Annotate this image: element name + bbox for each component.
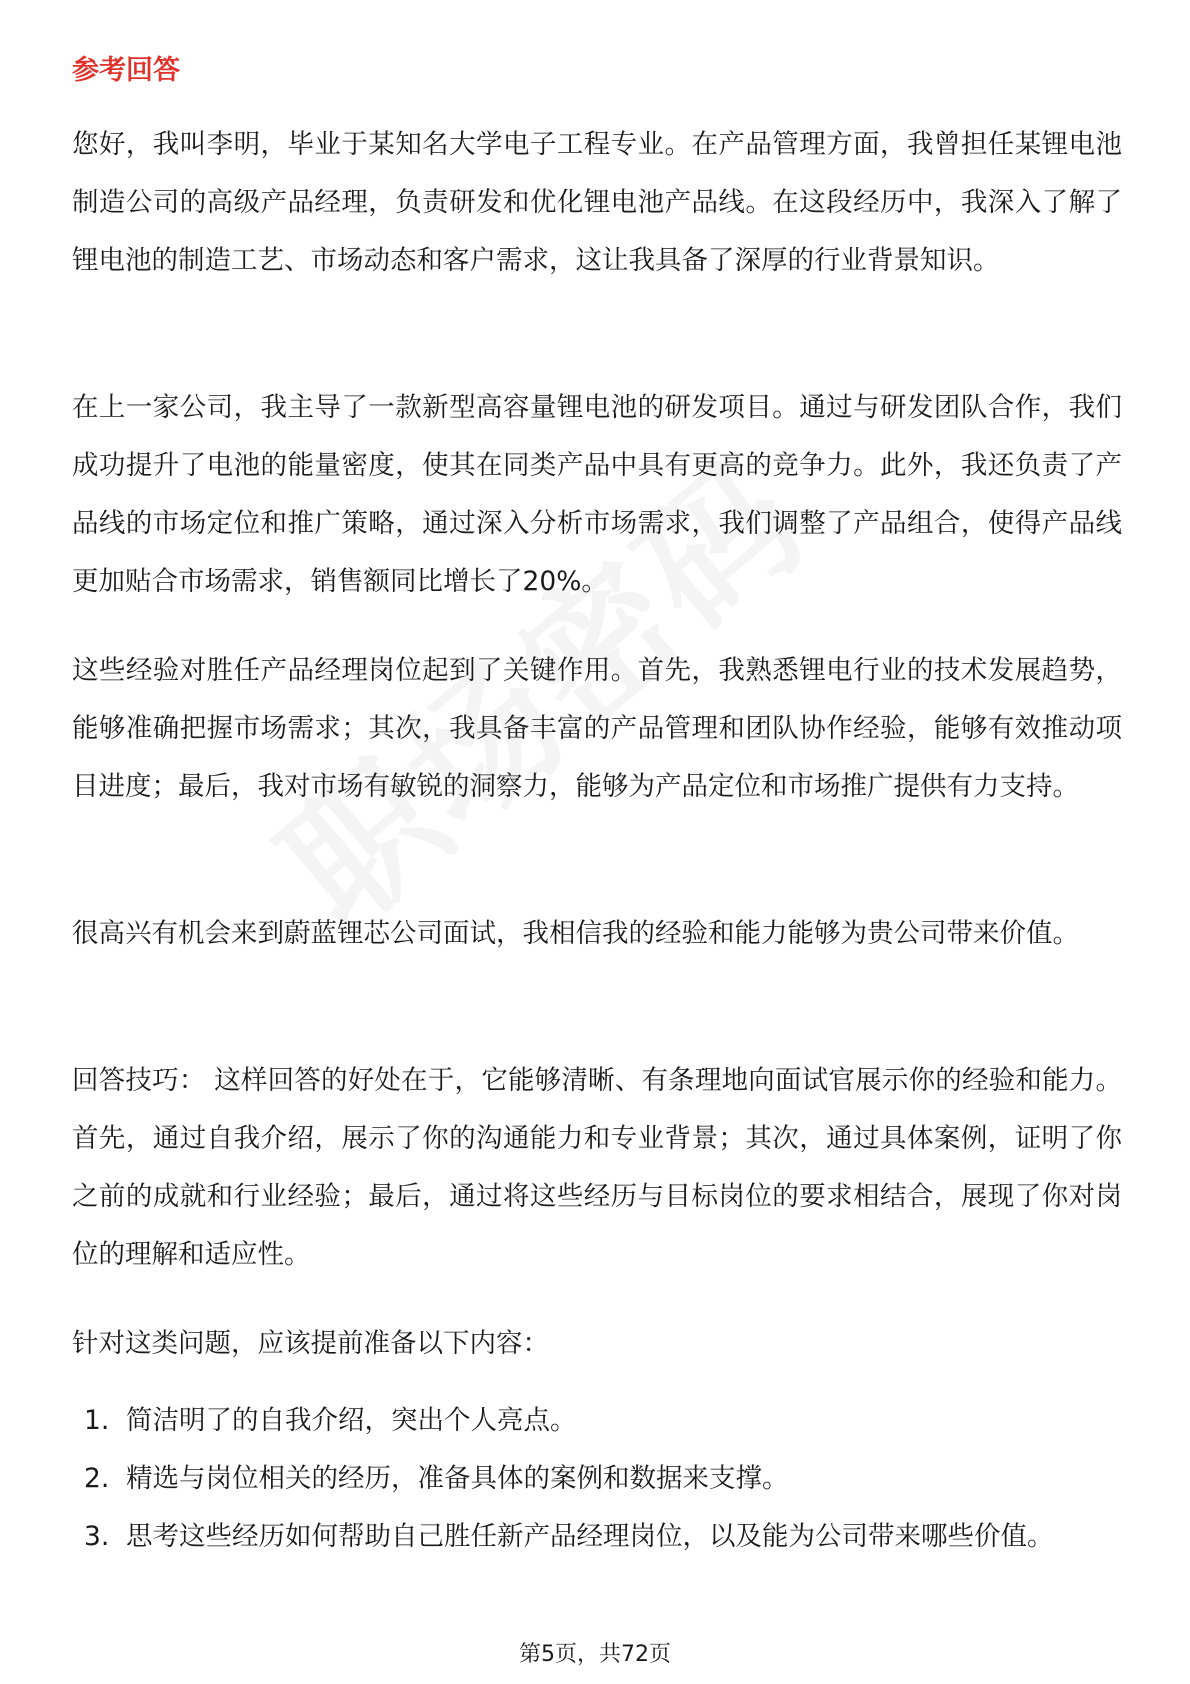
list-item <box>72 1392 1122 1450</box>
prep-list <box>72 1392 1122 1566</box>
paragraph-closing: 很高兴有机会来到蔚蓝锂芯公司面试，我相信我的经验和能力能够为贵公司带来价值。 <box>72 918 1079 949</box>
list-number: 2. <box>84 1463 110 1494</box>
list-text: 简洁明了的自我介绍，突出个人亮点。 <box>126 1405 577 1436</box>
list-number: 3. <box>84 1521 110 1552</box>
page-footer: 第5页，共72页 <box>519 1642 671 1667</box>
list-number: 1. <box>84 1405 110 1436</box>
paragraph-intro: 您好，我叫李明，毕业于某知名大学电子工程专业。在产品管理方面，我曾担任某锂电池制造公司的高级产品经理，负责研发和优化锂电池产品线。在这段经历中，我深入了解了锂电池的制造工艺、市场动态和客户需求，这让我具备了深厚的行业背景知识。 <box>72 129 1122 276</box>
paragraph-prep-intro: 针对这类问题，应该提前准备以下内容： <box>72 1328 549 1359</box>
list-text: 思考这些经历如何帮助自己胜任新产品经理岗位，以及能为公司带来哪些价值。 <box>126 1521 1054 1552</box>
list-item <box>72 1508 1122 1566</box>
list-item <box>72 1450 1122 1508</box>
paragraph-experience: 这些经验对胜任产品经理岗位起到了关键作用。首先，我熟悉锂电行业的技术发展趋势，能够准确把握市场需求；其次，我具备丰富的产品管理和团队协作经验，能够有效推动项目进度；最后，我对市场有敏锐的洞察力，能够为产品定位和市场推广提供有力支持。 <box>72 655 1122 802</box>
section-heading: 参考回答 <box>72 55 180 86</box>
paragraph-tips: 回答技巧： 这样回答的好处在于，它能够清晰、有条理地向面试官展示你的经验和能力。首先，通过自我介绍，展示了你的沟通能力和专业背景；其次，通过具体案例，证明了你之前的成就和行业经验；最后，通过将这些经历与目标岗位的要求相结合，展现了你对岗位的理解和适应性。 <box>72 1065 1122 1270</box>
paragraph-project: 在上一家公司，我主导了一款新型高容量锂电池的研发项目。通过与研发团队合作，我们成功提升了电池的能量密度，使其在同类产品中具有更高的竞争力。此外，我还负责了产品线的市场定位和推广策略，通过深入分析市场需求，我们调整了产品组合，使得产品线更加贴合市场需求，销售额同比增长了20%。 <box>72 392 1122 597</box>
list-text: 精选与岗位相关的经历，准备具体的案例和数据来支撑。 <box>126 1463 789 1494</box>
